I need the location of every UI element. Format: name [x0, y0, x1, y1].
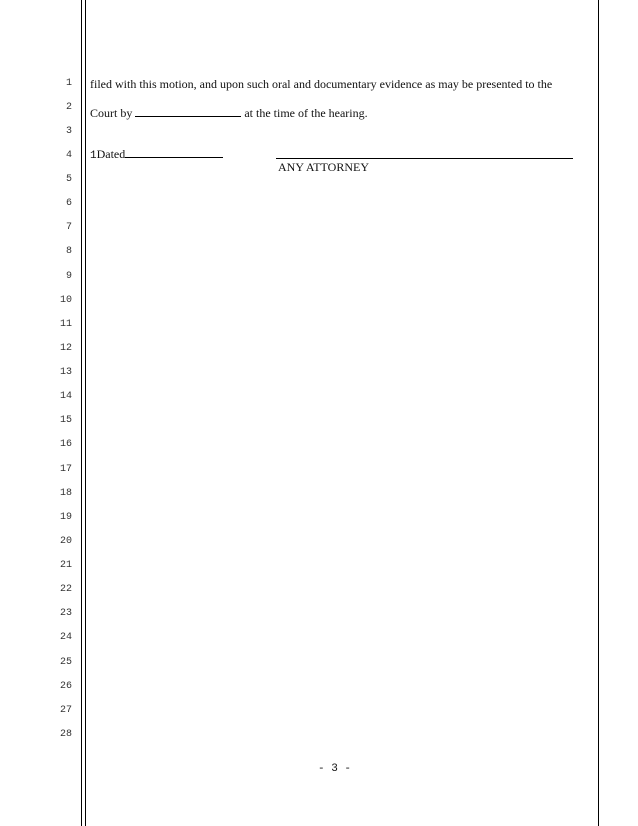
- court-by-label: Court by: [90, 106, 133, 120]
- line-number: 26: [59, 681, 72, 692]
- line-number: 1: [65, 78, 72, 89]
- footnote-marker: 1: [90, 150, 97, 162]
- line-number: 12: [59, 343, 72, 354]
- line-number: 9: [65, 271, 72, 282]
- line-number: 19: [59, 512, 72, 523]
- line-number: 15: [59, 415, 72, 426]
- line-number: 17: [59, 464, 72, 475]
- line-number: 4: [65, 150, 72, 161]
- line-number: 20: [59, 536, 72, 547]
- line-number: 8: [65, 246, 72, 257]
- line-number: 3: [65, 126, 72, 137]
- line-number: 11: [59, 319, 72, 330]
- line-number: 28: [59, 729, 72, 740]
- line-number: 25: [59, 657, 72, 668]
- page-number: - 3 -: [318, 763, 352, 775]
- line-number: 23: [59, 608, 72, 619]
- line-number: 14: [59, 391, 72, 402]
- date-blank: [125, 146, 223, 158]
- body-line-2: [90, 105, 368, 121]
- court-by-blank: [135, 105, 241, 117]
- line-number: 22: [59, 584, 72, 595]
- line-number: 27: [59, 705, 72, 716]
- left-margin-rule-outer: [81, 0, 82, 826]
- signature-line: [276, 158, 573, 159]
- line-number: 24: [59, 632, 72, 643]
- line-number: 10: [59, 295, 72, 306]
- line-number: 7: [65, 222, 72, 233]
- right-margin-rule: [598, 0, 599, 826]
- line-number: 5: [65, 174, 72, 185]
- left-margin-rule-inner: [85, 0, 86, 826]
- dated-line: [90, 146, 223, 162]
- line-number: 6: [65, 198, 72, 209]
- line-number: 16: [59, 439, 72, 450]
- signature-name: ANY ATTORNEY: [278, 160, 370, 174]
- dated-label: Dated: [96, 147, 126, 161]
- hearing-text: at the time of the hearing.: [244, 106, 368, 120]
- body-line-1: filed with this motion, and upon such oral and documentary evidence as may be presented to the: [90, 77, 553, 91]
- line-number: 2: [65, 102, 72, 113]
- line-number: 13: [59, 367, 72, 378]
- line-number: 18: [59, 488, 72, 499]
- line-number: 21: [59, 560, 72, 571]
